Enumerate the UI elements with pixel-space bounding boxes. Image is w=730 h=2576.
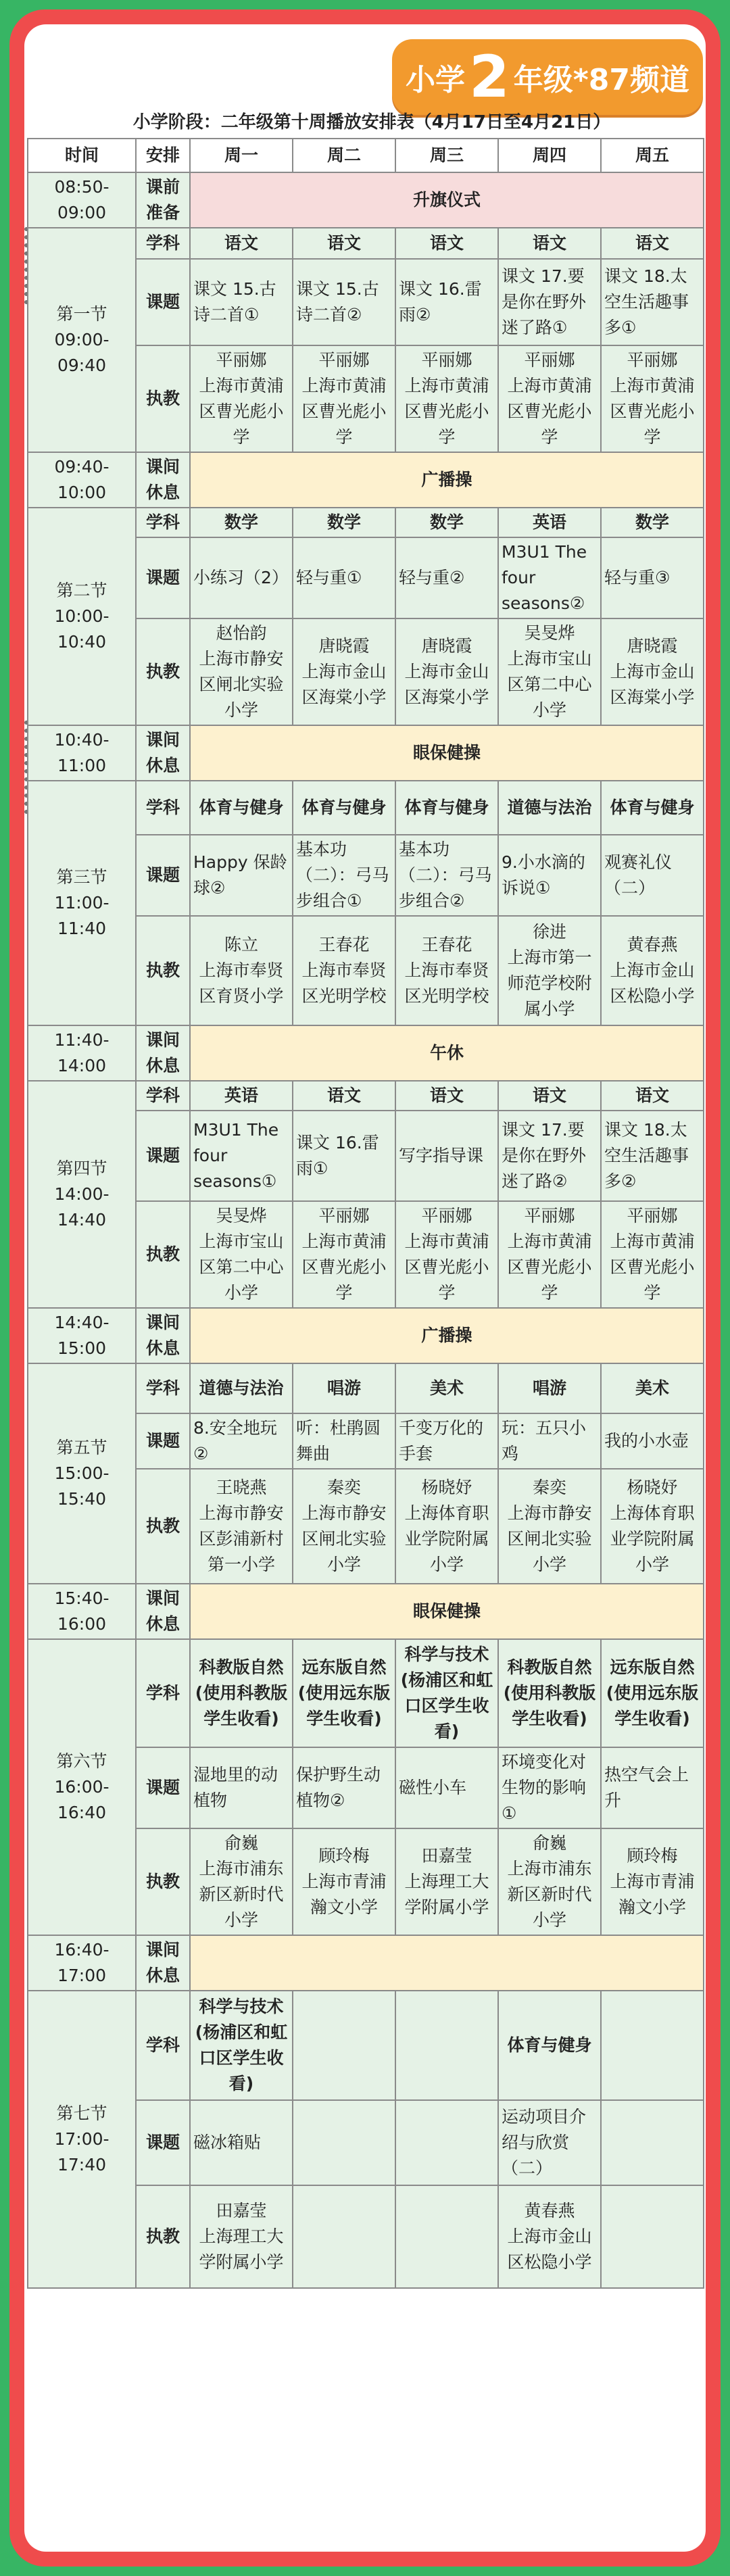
teacher-cell: 杨晓妤 上海体育职业学院附属小学 [601,1469,704,1584]
lesson-cell [395,2100,498,2185]
lesson-cell: 课文 17.要是你在野外迷了路② [498,1111,601,1201]
lesson-cell: M3U1 The four seasons① [190,1111,293,1201]
lesson-cell [293,2100,395,2185]
teacher-cell: 徐进 上海市第一师范学校附属小学 [498,916,601,1025]
lesson-cell: 观赛礼仪（二） [601,835,704,916]
lesson-cell: 课文 18.太空生活趣事多① [601,259,704,345]
row-label: 学科 [136,1363,190,1413]
teacher-cell: 秦奕 上海市静安区闸北实验小学 [498,1469,601,1584]
subject-cell: 远东版自然 (使用远东版学生收看) [293,1639,395,1747]
column-header: 周四 [498,139,601,172]
lesson-cell: 热空气会上升 [601,1747,704,1828]
lesson-cell: 环境变化对生物的影响① [498,1747,601,1828]
teacher-cell: 陈立 上海市奉贤区育贤小学 [190,916,293,1025]
break-label: 课间休息 [136,1935,190,1991]
subject-cell: 语文 [190,228,293,259]
teacher-cell: 秦奕 上海市静安区闸北实验小学 [293,1469,395,1584]
break-row [28,172,704,228]
break-label: 课间休息 [136,1584,190,1639]
row-label: 课题 [136,2100,190,2185]
row-label: 执教 [136,618,190,725]
column-header: 周五 [601,139,704,172]
teacher-cell: 吴旻烨 上海市宝山区第二中心小学 [498,618,601,725]
teacher-cell: 王春花 上海市奉贤区光明学校 [395,916,498,1025]
period-time: 第六节 16:00-16:40 [28,1639,136,1935]
break-activity [190,1935,704,1991]
break-activity: 眼保健操 [190,1584,704,1639]
period-row-subject [28,1639,704,1747]
lesson-cell: 9.小水滴的诉说① [498,835,601,916]
row-label: 课题 [136,537,190,618]
row-label: 课题 [136,1747,190,1828]
break-row [28,1308,704,1363]
teacher-cell: 俞巍 上海市浦东新区新时代小学 [498,1828,601,1935]
teacher-cell: 王晓燕 上海市静安区彭浦新村第一小学 [190,1469,293,1584]
subject-cell: 道德与法治 [190,1363,293,1413]
teacher-cell: 赵怡韵 上海市静安区闸北实验小学 [190,618,293,725]
period-row-subject [28,1991,704,2100]
row-label: 执教 [136,1469,190,1584]
break-activity: 眼保健操 [190,725,704,781]
subject-cell: 语文 [498,1081,601,1111]
break-time: 15:40-16:00 [28,1584,136,1639]
lesson-cell: 课文 16.雷雨① [293,1111,395,1201]
column-header: 安排 [136,139,190,172]
period-time: 第三节 11:00-11:40 [28,781,136,1025]
subject-cell [601,1991,704,2100]
subject-cell: 语文 [293,228,395,259]
column-header: 周二 [293,139,395,172]
break-time: 14:40-15:00 [28,1308,136,1363]
break-activity: 广播操 [190,1308,704,1363]
break-activity: 午休 [190,1025,704,1081]
break-label: 课前准备 [136,172,190,228]
header-row [28,139,704,172]
subject-cell: 语文 [395,228,498,259]
subject-cell [395,1991,498,2100]
break-time: 10:40-11:00 [28,725,136,781]
break-row [28,725,704,781]
teacher-cell: 唐晓霞 上海市金山区海棠小学 [601,618,704,725]
teacher-cell: 田嘉莹 上海理工大学附属小学 [395,1828,498,1935]
period-row-subject [28,1081,704,1111]
teacher-cell: 平丽娜 上海市黄浦区曹光彪小学 [601,1201,704,1308]
row-label: 学科 [136,1991,190,2100]
subject-cell: 语文 [601,228,704,259]
teacher-cell: 平丽娜 上海市黄浦区曹光彪小学 [601,345,704,452]
subject-cell: 科学与技术 (杨浦区和虹口区学生收看) [395,1639,498,1747]
teacher-cell: 顾玲梅 上海市青浦瀚文小学 [601,1828,704,1935]
subject-cell: 科教版自然 (使用科教版学生收看) [498,1639,601,1747]
break-time: 08:50-09:00 [28,172,136,228]
subject-cell: 美术 [601,1363,704,1413]
lesson-cell: 轻与重① [293,537,395,618]
row-label: 执教 [136,2185,190,2288]
break-label: 课间休息 [136,452,190,508]
teacher-cell: 平丽娜 上海市黄浦区曹光彪小学 [498,1201,601,1308]
teacher-cell: 杨晓妤 上海体育职业学院附属小学 [395,1469,498,1584]
period-time: 第五节 15:00-15:40 [28,1363,136,1584]
teacher-cell: 吴旻烨 上海市宝山区第二中心小学 [190,1201,293,1308]
teacher-cell: 平丽娜 上海市黄浦区曹光彪小学 [293,1201,395,1308]
subject-cell: 数学 [190,508,293,537]
lesson-cell: Happy 保龄球② [190,835,293,916]
row-label: 学科 [136,1639,190,1747]
row-label: 执教 [136,1201,190,1308]
period-row-subject [28,508,704,537]
subject-cell: 体育与健身 [395,781,498,835]
schedule-title: 小学阶段：二年级第十周播放安排表（4月17日至4月21日） [132,112,611,132]
break-label: 课间休息 [136,1025,190,1081]
lesson-cell: 课文 16.雷雨② [395,259,498,345]
teacher-cell: 唐晓霞 上海市金山区海棠小学 [293,618,395,725]
row-label: 课题 [136,259,190,345]
column-header: 周三 [395,139,498,172]
lesson-cell: 基本功（二）：弓马步组合① [293,835,395,916]
period-time: 第二节 10:00-10:40 [28,508,136,725]
teacher-cell: 顾玲梅 上海市青浦瀚文小学 [293,1828,395,1935]
column-header: 周一 [190,139,293,172]
teacher-cell: 平丽娜 上海市黄浦区曹光彪小学 [498,345,601,452]
lesson-cell: 我的小水壶 [601,1413,704,1469]
period-time: 第一节 09:00-09:40 [28,228,136,452]
break-activity: 升旗仪式 [190,172,704,228]
lesson-cell: 8.安全地玩② [190,1413,293,1469]
period-row-subject [28,1363,704,1413]
badge-grade-number: 2 [468,43,510,111]
teacher-cell: 唐晓霞 上海市金山区海棠小学 [395,618,498,725]
lesson-cell: 课文 15.古诗二首① [190,259,293,345]
subject-cell: 数学 [293,508,395,537]
teacher-cell: 王春花 上海市奉贤区光明学校 [293,916,395,1025]
teacher-cell: 平丽娜 上海市黄浦区曹光彪小学 [190,345,293,452]
period-row-subject [28,228,704,259]
break-row [28,452,704,508]
row-label: 课题 [136,1111,190,1201]
row-label: 课题 [136,1413,190,1469]
period-time: 第七节 17:00-17:40 [28,1991,136,2288]
teacher-cell: 俞巍 上海市浦东新区新时代小学 [190,1828,293,1935]
subject-cell: 体育与健身 [190,781,293,835]
subject-cell: 美术 [395,1363,498,1413]
break-label: 课间休息 [136,725,190,781]
subject-cell: 唱游 [498,1363,601,1413]
break-activity: 广播操 [190,452,704,508]
subject-cell: 唱游 [293,1363,395,1413]
row-label: 执教 [136,345,190,452]
teacher-cell: 田嘉莹 上海理工大学附属小学 [190,2185,293,2288]
subject-cell: 数学 [601,508,704,537]
schedule-table [27,138,704,2289]
lesson-cell: 保护野生动植物② [293,1747,395,1828]
subject-cell: 英语 [190,1081,293,1111]
teacher-cell: 平丽娜 上海市黄浦区曹光彪小学 [395,345,498,452]
lesson-cell: 轻与重② [395,537,498,618]
lesson-cell: 千变万化的手套 [395,1413,498,1469]
period-time: 第四节 14:00-14:40 [28,1081,136,1308]
lesson-cell: 小练习（2） [190,537,293,618]
lesson-cell [601,2100,704,2185]
lesson-cell: 轻与重③ [601,537,704,618]
lesson-cell: 课文 17.要是你在野外迷了路① [498,259,601,345]
subject-cell: 远东版自然 (使用远东版学生收看) [601,1639,704,1747]
teacher-cell [293,2185,395,2288]
row-label: 课题 [136,835,190,916]
subject-cell: 科学与技术 (杨浦区和虹口区学生收看) [190,1991,293,2100]
break-time: 09:40-10:00 [28,452,136,508]
row-label: 执教 [136,1828,190,1935]
break-time: 11:40-14:00 [28,1025,136,1081]
row-label: 学科 [136,1081,190,1111]
break-label: 课间休息 [136,1308,190,1363]
teacher-cell [395,2185,498,2288]
lesson-cell: 湿地里的动植物 [190,1747,293,1828]
subject-cell: 语文 [498,228,601,259]
lesson-cell: 运动项目介绍与欣赏（二） [498,2100,601,2185]
subject-cell: 道德与法治 [498,781,601,835]
teacher-cell: 平丽娜 上海市黄浦区曹光彪小学 [293,345,395,452]
break-row [28,1584,704,1639]
lesson-cell: 写字指导课 [395,1111,498,1201]
teacher-cell [601,2185,704,2288]
break-time: 16:40-17:00 [28,1935,136,1991]
lesson-cell: 课文 18.太空生活趣事多② [601,1111,704,1201]
lesson-cell: 磁性小车 [395,1747,498,1828]
subject-cell: 语文 [395,1081,498,1111]
row-label: 学科 [136,228,190,259]
subject-cell: 体育与健身 [293,781,395,835]
lesson-cell: 玩：五只小鸡 [498,1413,601,1469]
period-row-subject [28,781,704,835]
lesson-cell: 基本功（二）：弓马步组合② [395,835,498,916]
badge-suffix: 年级*87频道 [513,63,690,97]
grade-channel-badge [392,39,703,115]
lesson-cell: M3U1 The four seasons② [498,537,601,618]
row-label: 执教 [136,916,190,1025]
lesson-cell: 磁冰箱贴 [190,2100,293,2185]
badge-prefix: 小学 [405,63,465,97]
teacher-cell: 平丽娜 上海市黄浦区曹光彪小学 [395,1201,498,1308]
column-header: 时间 [28,139,136,172]
row-label: 学科 [136,508,190,537]
subject-cell: 英语 [498,508,601,537]
subject-cell: 语文 [601,1081,704,1111]
break-row [28,1935,704,1991]
subject-cell: 科教版自然 (使用科教版学生收看) [190,1639,293,1747]
row-label: 学科 [136,781,190,835]
subject-cell: 语文 [293,1081,395,1111]
lesson-cell: 课文 15.古诗二首② [293,259,395,345]
teacher-cell: 黄春燕 上海市金山区松隐小学 [498,2185,601,2288]
subject-cell: 体育与健身 [498,1991,601,2100]
subject-cell: 数学 [395,508,498,537]
subject-cell: 体育与健身 [601,781,704,835]
break-row [28,1025,704,1081]
teacher-cell: 黄春燕 上海市金山区松隐小学 [601,916,704,1025]
subject-cell [293,1991,395,2100]
lesson-cell: 听：杜鹃圆舞曲 [293,1413,395,1469]
